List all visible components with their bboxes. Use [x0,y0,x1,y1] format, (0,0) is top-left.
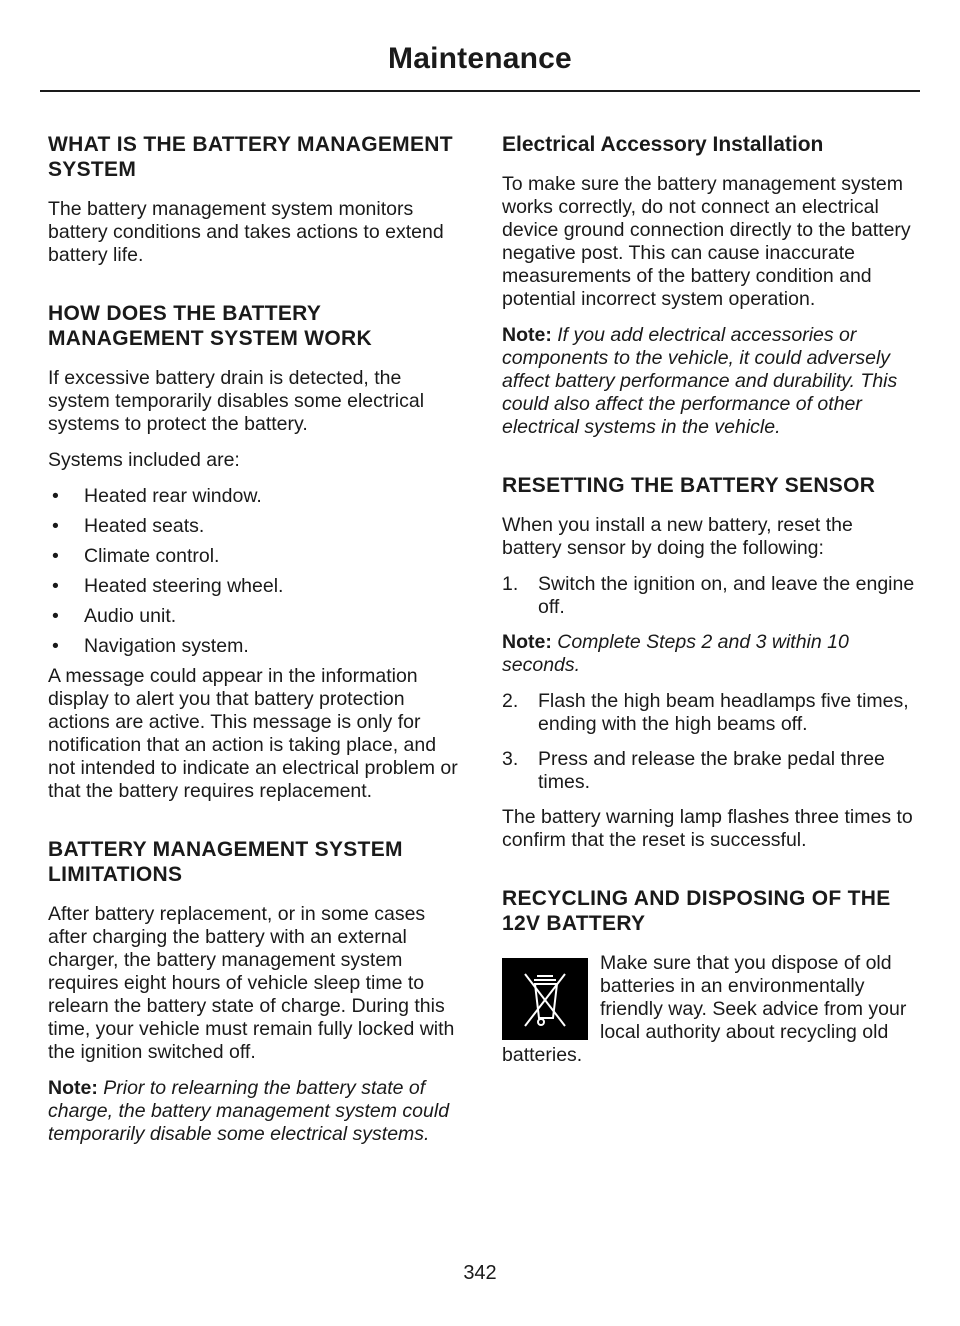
steps-list [502,690,916,794]
note-label: Note: [48,1077,98,1099]
section-heading: Electrical Accessory Installation [502,133,824,156]
steps-list [502,573,916,619]
note-label: Note: [502,324,552,346]
header-divider [40,90,920,92]
crossed-out-wheelie-bin-icon [502,958,588,1040]
left-column [48,132,462,1159]
note [502,631,916,677]
page-title: Maintenance [388,42,572,75]
paragraph: Make sure that you dispose of old batteries in an environmentally friendly way. Seek advice from your local authority about recycling old batteries. [502,952,907,1066]
page-header [40,42,920,76]
section-accessory-installation [502,132,916,439]
list-item: • Heated steering wheel. [48,575,462,598]
paragraph: A message could appear in the information display to alert you that battery protection actions are active. This message is only for notification that an action is taking place, and not intended to indicate an electrical problem or that the battery requires replacement. [48,665,458,802]
note-text: Prior to relearning the battery state of charge, the battery management system could temporarily disable some electrical systems. [48,1077,450,1145]
section-resetting-sensor [502,473,916,852]
section-heading: HOW DOES THE BATTERY MANAGEMENT SYSTEM WORK [48,302,372,350]
section-heading: BATTERY MANAGEMENT SYSTEM LIMITATIONS [48,838,403,886]
step-item [502,748,916,794]
paragraph: Systems included are: [48,449,240,471]
page-number: 342 [463,1262,497,1284]
paragraph: After battery replacement, or in some cases after charging the battery with an external charger, the battery management system requires eight hours of vehicle sleep time to relearn the battery state of charge. During this time, your vehicle must remain fully locked with the ignition switched off. [48,903,455,1063]
recycling-block [502,952,916,1080]
note [502,324,916,439]
list-item: • Heated rear window. [48,485,462,508]
section-what-is-bms [48,132,462,267]
paragraph: The battery management system monitors battery conditions and takes actions to extend battery life. [48,198,444,266]
section-heading: WHAT IS THE BATTERY MANAGEMENT SYSTEM [48,133,453,181]
list-item: • Climate control. [48,545,462,568]
note [48,1077,462,1146]
list-item: • Audio unit. [48,605,462,628]
note-text: If you add electrical accessories or components to the vehicle, it could adversely affect battery performance and durability. This could also affect the performance of other electrical systems in the vehicle. [502,324,898,438]
right-column [502,132,916,1080]
section-how-bms-works [48,301,462,803]
section-recycling [502,886,916,1080]
step-item [502,573,916,619]
list-item: • Navigation system. [48,635,462,658]
systems-list [48,485,462,658]
step-text: Flash the high beam headlamps five times, ending with the high beams off. [538,690,909,735]
section-heading: RECYCLING AND DISPOSING OF THE 12V BATTERY [502,887,891,935]
step-text: Switch the ignition on, and leave the engine off. [538,573,915,618]
step-number: 3. [502,748,519,770]
list-item: • Heated seats. [48,515,462,538]
paragraph: To make sure the battery management system works correctly, do not connect an electrical device ground connection directly to the battery negative post. This can cause inaccurate measurements of the battery condition and potential incorrect system operation. [502,173,911,310]
section-bms-limitations [48,837,462,1146]
step-text: Press and release the brake pedal three times. [538,748,885,793]
step-number: 2. [502,690,519,712]
step-number: 1. [502,573,519,595]
paragraph: If excessive battery drain is detected, the system temporarily disables some electrical systems to protect the battery. [48,367,425,435]
note-label: Note: [502,631,552,653]
paragraph: The battery warning lamp flashes three times to confirm that the reset is successful. [502,806,913,851]
note-text: Complete Steps 2 and 3 within 10 seconds. [502,631,849,676]
section-heading: RESETTING THE BATTERY SENSOR [502,474,876,497]
step-item [502,690,916,736]
paragraph: When you install a new battery, reset the battery sensor by doing the following: [502,514,853,559]
